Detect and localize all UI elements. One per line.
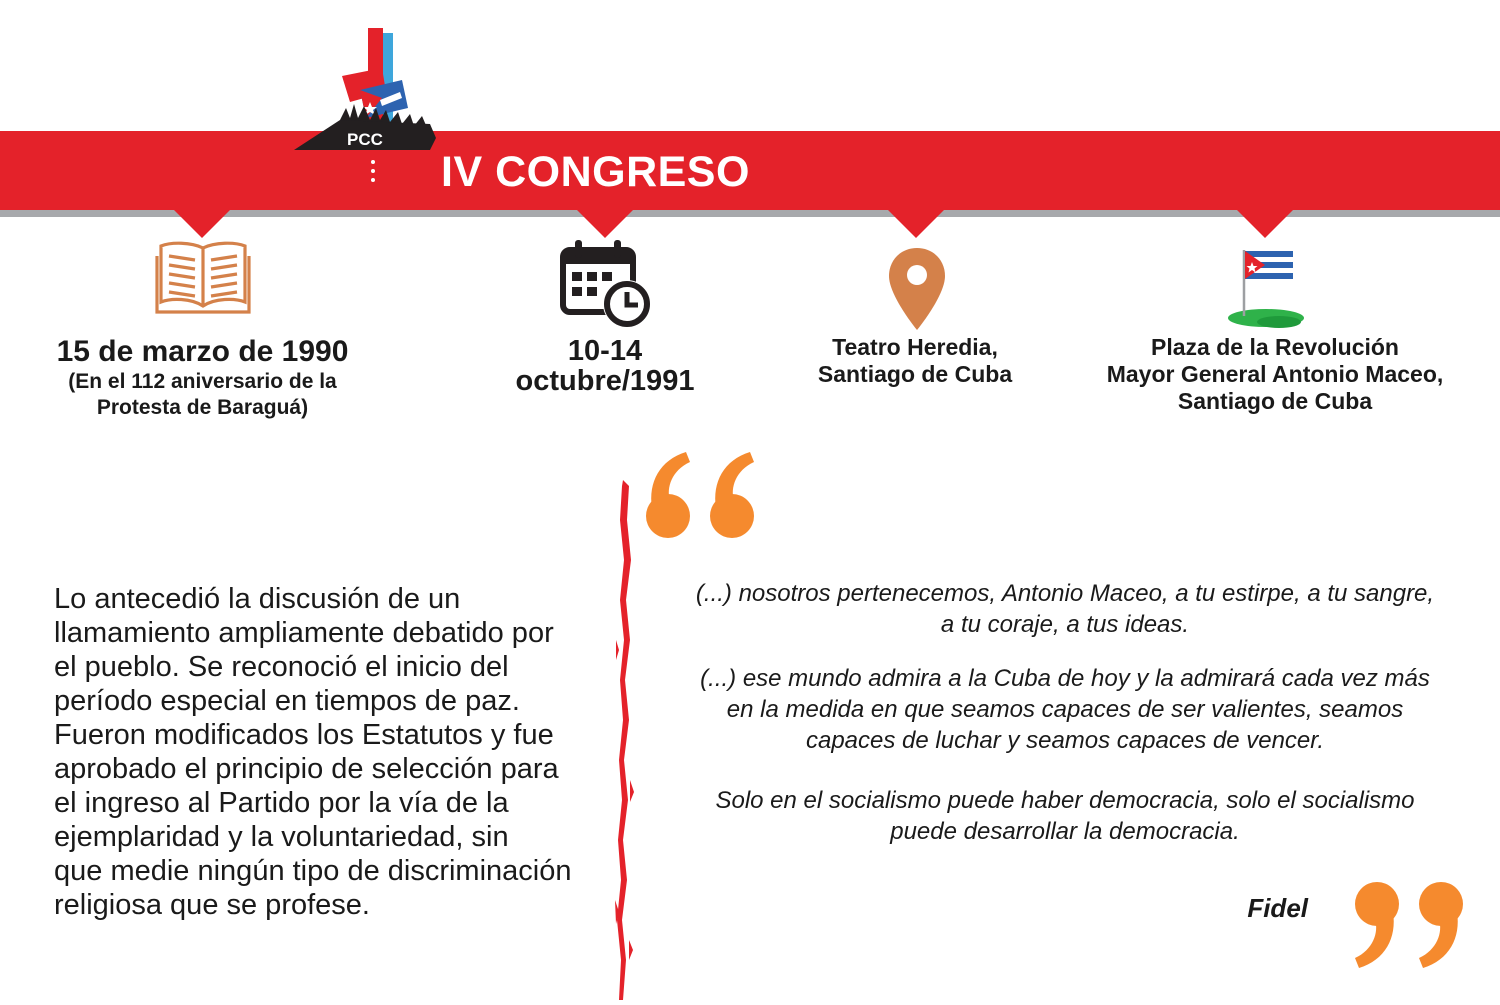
venue-info <box>765 334 1065 388</box>
quote-line: en la medida en que seamos capaces de ser valientes, seamos <box>726 696 1404 723</box>
paragraph-line: período especial en tiempos de paz. <box>54 685 520 717</box>
calendar-clock-icon <box>560 238 655 330</box>
banner-title: IV CONGRESO <box>441 148 750 196</box>
open-book-icon <box>155 240 251 316</box>
close-quote-icon <box>1345 876 1470 971</box>
paragraph-line: aprobado el principio de selección para <box>54 753 559 785</box>
quote-cuba <box>645 663 1485 756</box>
congress-dates-info <box>455 336 755 396</box>
quote-line: a tu coraje, a tus ideas. <box>940 611 1190 638</box>
venue-name: Teatro Heredia, <box>832 334 998 360</box>
paragraph-line: el pueblo. Se reconoció el inicio del <box>54 651 509 683</box>
paragraph-line: que medie ningún tipo de discriminación <box>54 855 572 887</box>
paragraph-line: llamamiento ampliamente debatido por <box>54 617 554 649</box>
banner-pointer <box>1235 208 1295 238</box>
plaza-line-2: Mayor General Antonio Maceo, <box>1106 361 1444 387</box>
title-banner <box>0 131 1500 210</box>
location-pin-icon <box>889 248 945 330</box>
paragraph-line: Lo antecedió la discusión de un <box>54 583 461 615</box>
quote-socialism <box>645 785 1485 847</box>
quote-line: puede desarrollar la democracia. <box>890 818 1240 845</box>
plaza-line-3: Santiago de Cuba <box>1177 388 1373 414</box>
banner-pointer <box>172 208 232 238</box>
plaza-info <box>1075 334 1475 415</box>
convocation-note-line-1: (En el 112 aniversario de la <box>68 370 337 393</box>
convocation-date: 15 de marzo de 1990 <box>56 335 349 368</box>
quote-line: (...) ese mundo admira a la Cuba de hoy y la admirará cada vez más <box>700 665 1430 692</box>
paragraph-line: el ingreso al Partido por la vía de la <box>54 787 509 819</box>
congress-month-year: octubre/1991 <box>515 365 695 397</box>
quote-line: Solo en el socialismo puede haber democracia, solo el socialismo <box>715 787 1415 814</box>
quote-maceo <box>645 578 1485 640</box>
brush-divider <box>610 480 640 1000</box>
open-quote-icon <box>640 450 765 545</box>
convocation-note-line-2: Protesta de Baraguá) <box>96 396 309 419</box>
venue-city: Santiago de Cuba <box>817 361 1013 387</box>
quote-line: (...) nosotros pertenecemos, Antonio Maceo, a tu estirpe, a tu sangre, <box>695 580 1435 607</box>
description-paragraph <box>54 582 614 922</box>
congress-date-info <box>0 335 405 421</box>
congress-days: 10-14 <box>567 335 643 367</box>
banner-pointer <box>886 208 946 238</box>
paragraph-line: ejemplaridad y la voluntariedad, sin <box>54 821 509 853</box>
quote-author: Fidel <box>1247 893 1308 923</box>
paragraph-line: religiosa que se profese. <box>54 889 370 921</box>
pcc-logo <box>290 28 440 193</box>
cuban-flag-icon <box>1224 246 1306 330</box>
pcc-logo-text: PCC <box>347 130 383 149</box>
quote-line: capaces de luchar y seamos capaces de vencer. <box>805 727 1325 754</box>
banner-pointer <box>575 208 635 238</box>
paragraph-line: Fueron modificados los Estatutos y fue <box>54 719 554 751</box>
plaza-line-1: Plaza de la Revolución <box>1151 334 1399 360</box>
